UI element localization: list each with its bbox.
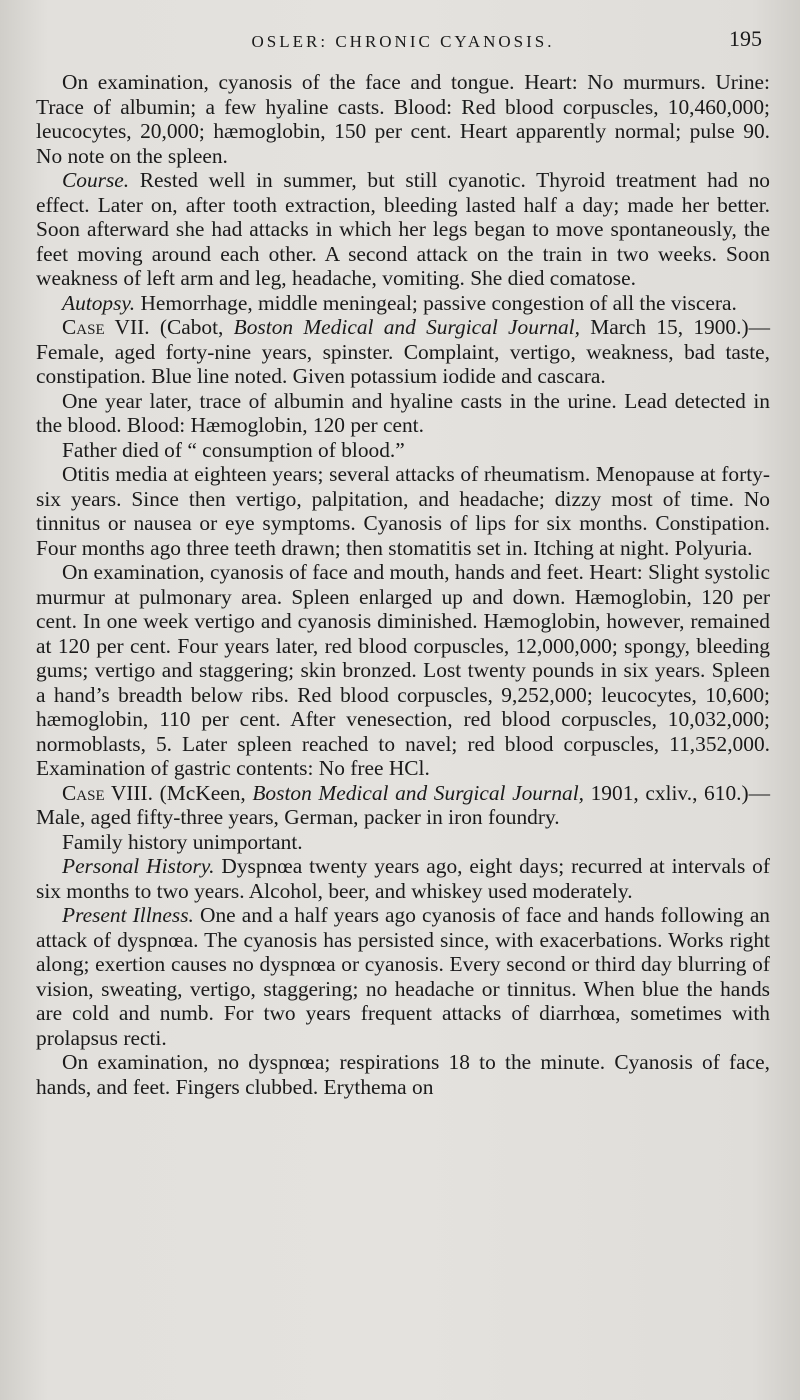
section-lead: Personal History. xyxy=(62,854,215,878)
paragraph-text: One year later, trace of albumin and hyaline casts in the urine. Lead detected in the blood. Blood: Hæmoglobin, 120 per cent. xyxy=(36,388,770,437)
paragraph-case-viii xyxy=(36,781,770,830)
paragraph-text: On examination, cyanosis of face and mouth, hands and feet. Heart: Slight systolic murmur at pulmonary area. Spleen enlarged up and down. Hæmoglobin, 120 per cent. In one week vertigo and cyanosis diminished. Hæmoglobin, however, remained at 120 per cent. Four years later, red blood corpuscles, 12,000,000; spongy, bleeding gums; vertigo and staggering; skin bronzed. Lost twenty pounds in six years. Spleen a hand’s breadth below ribs. Red blood corpuscles, 9,252,000; leucocytes, 10,600; hæmoglobin, 110 per cent. After venesection, red blood corpuscles, 10,032,000; normoblasts, 5. Later spleen reached to navel; red blood corpuscles, 11,352,000. Examination of gastric contents: No free HCl. xyxy=(36,560,770,780)
paragraph-text: One and a half years ago cyanosis of face and hands following an attack of dyspnœa. The cyanosis has persisted since, with exacerbations. Works right along; exertion causes no dyspnœa or cyanosis. Every second or third day blurring of vision, sweating, vertigo, staggering; no headache or tinnitus. When blue the hands are cold and numb. For two years frequent attacks of diarrhœa, sometimes with prolapsus recti. xyxy=(36,903,771,1050)
section-lead: Autopsy. xyxy=(62,290,136,315)
paragraph-text: Family history unimportant. xyxy=(62,829,303,854)
paragraph-one-year-later xyxy=(36,389,770,438)
paragraph-family-history xyxy=(36,830,770,855)
paragraph-text: Rested well in summer, but still cyanotic. Thyroid treatment had no effect. Later on, after tooth extraction, bleeding lasted half a day; made her better. Soon afterward she had attacks in which her legs began to move spontaneously, the feet moving around each other. A second attack on the train in two weeks. Soon weakness of left arm and leg, headache, vomiting. She died comatose. xyxy=(36,168,770,290)
paragraph-examination-2 xyxy=(36,560,770,781)
paragraph-otitis xyxy=(36,462,770,560)
paragraph-autopsy xyxy=(36,291,770,316)
paragraph-text: Hemorrhage, middle meningeal; passive congestion of all the viscera. xyxy=(135,290,737,315)
paragraph-course xyxy=(36,168,770,291)
paragraph-examination xyxy=(36,70,770,168)
paragraph-text: On examination, cyanosis of the face and tongue. Heart: No murmurs. Urine: Trace of albumin; a few hyaline casts. Blood: Red blood corpuscles, 10,460,000; leucocytes, 20,000; hæmoglobin, 150 per cent. Heart apparently normal; pulse 90. No note on the spleen. xyxy=(36,70,770,168)
citation-prefix: (McKeen, xyxy=(153,780,253,805)
paragraph-present-illness xyxy=(36,903,770,1050)
journal-citation: Boston Medical and Surgical Journal, xyxy=(233,315,580,339)
running-title: OSLER: CHRONIC CYANOSIS. xyxy=(251,32,555,51)
journal-citation: Boston Medical and Surgical Journal, xyxy=(252,780,584,805)
paragraph-text: Dyspnœa twenty years ago, eight days; recurred at intervals of six months to two years. Alcohol, beer, and whiskey used moderately. xyxy=(36,854,770,903)
page-body xyxy=(36,70,770,1099)
paragraph-case-vii xyxy=(36,315,770,389)
section-lead: Course. xyxy=(62,168,130,192)
paragraph-personal-history xyxy=(36,854,770,903)
running-header xyxy=(36,22,770,70)
citation-prefix: (Cabot, xyxy=(149,315,234,339)
paragraph-father xyxy=(36,438,770,463)
paragraph-text: Otitis media at eighteen years; several attacks of rheumatism. Menopause at forty-six years. Since then vertigo, palpitation, and headache; dizzy most of time. No tinnitus or nausea or eye symptoms. Cyanosis of lips for six months. Constipation. Four months ago three teeth drawn; then stomatitis set in. Itching at night. Polyuria. xyxy=(36,462,770,560)
paragraph-text: On examination, no dyspnœa; respirations 18 to the minute. Cyanosis of face, hands, and feet. Fingers clubbed. Erythema on xyxy=(36,1050,770,1099)
paragraph-text: March 15, 1900.)—Female, aged forty-nine years, spinster. Complaint, vertigo, weakness, bad taste, constipation. Blue line noted. Given potassium iodide and cascara. xyxy=(36,315,770,388)
section-lead: Present Illness. xyxy=(62,903,194,927)
paragraph-text: 1901, cxliv., 610.)—Male, aged fifty-three years, German, packer in iron foundry. xyxy=(36,780,771,829)
case-label: Case VII. xyxy=(62,315,150,339)
paragraph-examination-3 xyxy=(36,1050,770,1099)
page-number: 195 xyxy=(729,26,762,51)
case-label: Case VIII. xyxy=(62,780,153,805)
paragraph-text: Father died of “ consumption of blood.” xyxy=(62,437,405,462)
